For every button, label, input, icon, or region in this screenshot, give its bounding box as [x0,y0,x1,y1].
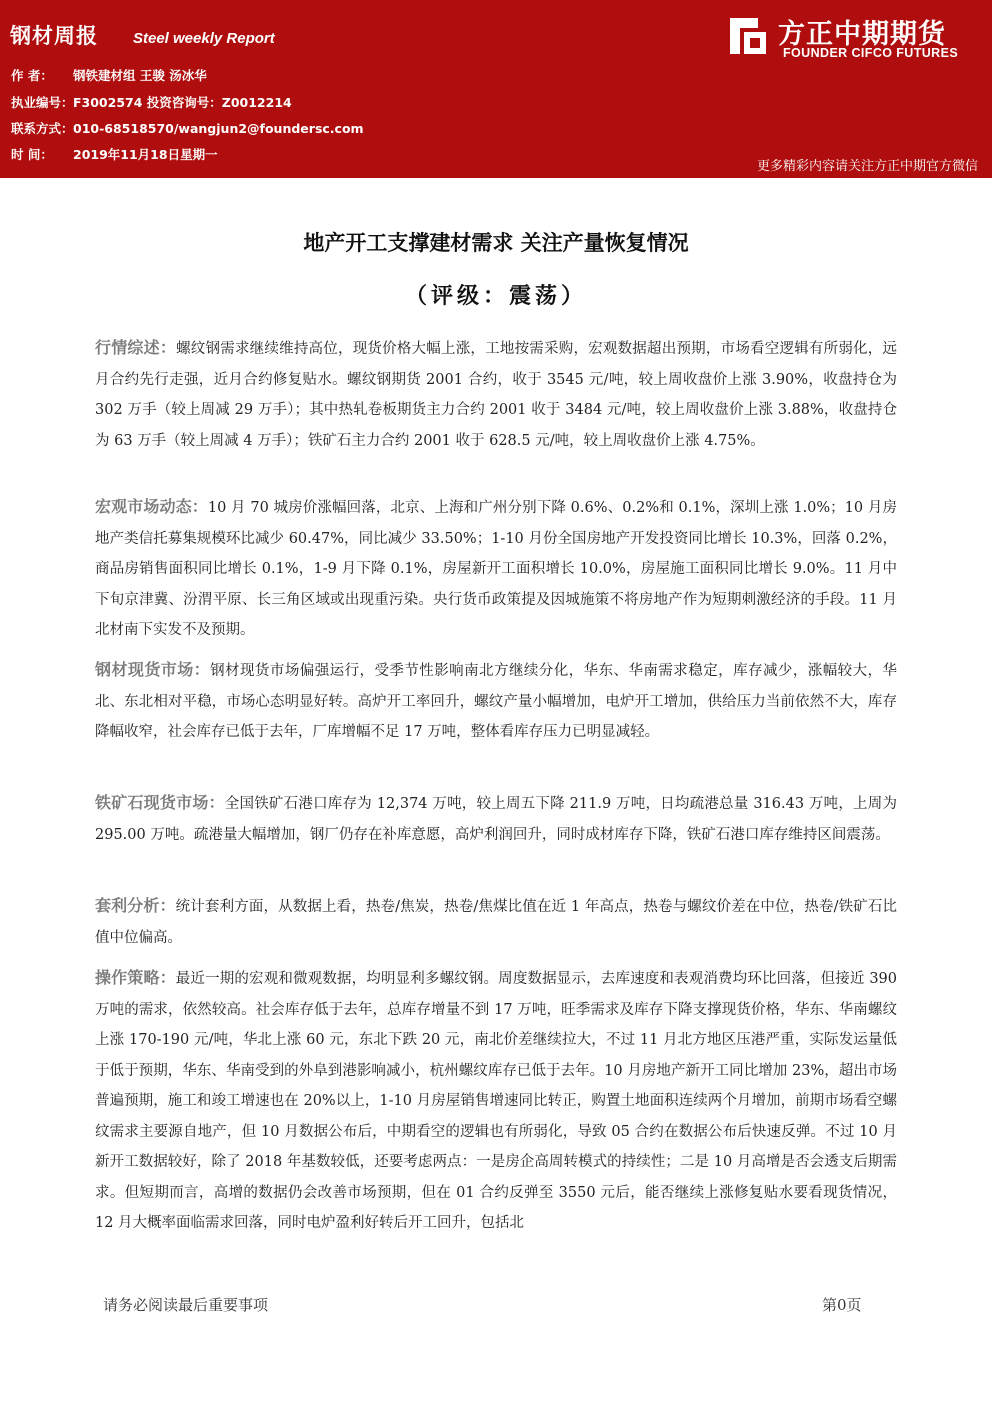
section-market-overview [95,333,897,456]
section-keyword: 套利分析： [95,896,176,915]
section-strategy [95,963,897,1239]
article-headline: 地产开工支撑建材需求 关注产量恢复情况 [303,231,689,255]
article-rating: （评级：震荡） [404,284,587,309]
section-macro [95,492,897,646]
meta-license: 执业编号：F3002574 投资咨询号：Z0012214 [11,95,292,110]
section-keyword: 宏观市场动态： [95,497,208,516]
report-header [0,0,992,178]
section-text: 最近一期的宏观和微观数据，均明显利多螺纹钢。周度数据显示，去库速度和表观消费均环比回落，但接近 390 万吨的需求，依然较高。社会库存低于去年，总库存增量不到 17 万吨，旺季需求及库存下降支撑现货价格，华东、华南螺纹上涨 170-190 元/吨，华北上涨 60 元，东北下跌 20 元，南北价差继续拉大，不过 11 月北方地区压港严重，实际发运量低于低于预期，华东、华南受到的外阜到港影响减小，杭州螺纹库存已低于去年。10 月房地产新开工同比增加 23%，超出市场普遍预期，施工和竣工增速也在 20%以上，1-10 月房屋销售增速同比转正，购置土地面积连续两个月增加，前期市场看空螺纹需求主要源自地产，但 10 月数据公布后，中期看空的逻辑也有所弱化，导致 05 合约在数据公布后快速反弹。不过 10 月新开工数据较好，除了 2018 年基数较低，还要考虑两点：一是房企高周转模式的持续性；二是 10 月高增是否会透支后期需求。但短期而言，高增的数据仍会改善市场预期，但在 01 合约反弹至 3550 元后，能否继续上涨修复贴水要看现货情况，12 月大概率面临需求回落，同时电炉盈利好转后开工回升，包括北 [95,971,897,1231]
section-arbitrage [95,891,897,953]
section-keyword: 操作策略： [95,968,176,987]
logo-english-name: FOUNDER CIFCO FUTURES [783,46,959,60]
meta-contact: 联系方式：010-68518570/wangjun2@foundersc.com [11,121,364,136]
footer-notice: 请务必阅读最后重要事项 [103,1296,269,1314]
section-text: 全国铁矿石港口库存为 12,374 万吨，较上周五下降 211.9 万吨，日均疏港总量 316.43 万吨，上周为 295.00 万吨。疏港量大幅增加，钢厂仍存在补库意愿，高炉利润回升，同时成材库存下降，铁矿石港口库存维持区间震荡。 [95,796,897,843]
report-subtitle: Steel weekly Report [133,30,275,47]
meta-date: 时 间： 2019年11月18日星期一 [11,147,218,162]
meta-author: 作 者： 钢铁建材组 王骏 汤冰华 [11,68,207,83]
founder-logo-icon [726,14,770,58]
wechat-note: 更多精彩内容请关注方正中期官方微信 [756,159,978,174]
section-text: 10 月 70 城房价涨幅回落，北京、上海和广州分别下降 0.6%、0.2%和 0.1%，深圳上涨 1.0%；10 月房地产类信托募集规模环比减少 60.47%，同比减少 33.50%；1-10 月份全国房地产开发投资同比增长 10.3%，回落 0.2%，商品房销售面积同比增长 0.1%，1-9 月下降 0.1%，房屋新开工面积增长 10.0%，房屋施工面积同比增长 9.0%。11 月中下旬京津冀、汾渭平原、长三角区域或出现重污染。央行货币政策提及因城施策不将房地产作为短期刺激经济的手段。11 月北材南下实发不及预期。 [95,500,897,638]
section-keyword: 行情综述： [95,338,177,357]
section-keyword: 钢材现货市场： [95,660,211,679]
section-text: 螺纹钢需求继续维持高位，现货价格大幅上涨，工地按需采购，宏观数据超出预期，市场看空逻辑有所弱化，远月合约先行走强，近月合约修复贴水。螺纹钢期货 2001 合约，收于 3545 元/吨，较上周收盘价上涨 3.90%，收盘持仓为 302 万手（较上周减 29 万手）；其中热轧卷板期货主力合约 2001 收于 3484 元/吨，较上周收盘价上涨 3.88%，收盘持仓为 63 万手（较上周减 4 万手）；铁矿石主力合约 2001 收于 628.5 元/吨，较上周收盘价上涨 4.75%。 [95,341,897,449]
section-text: 统计套利方面，从数据上看，热卷/焦炭，热卷/焦煤比值在近 1 年高点，热卷与螺纹价差在中位，热卷/铁矿石比值中位偏高。 [95,899,897,946]
logo-chinese-name: 方正中期期货 [778,19,946,50]
page-number: 第0页 [822,1296,862,1314]
section-text: 钢材现货市场偏强运行，受季节性影响南北方继续分化，华东、华南需求稳定，库存减少，涨幅较大，华北、东北相对平稳，市场心态明显好转。高炉开工率回升，螺纹产量小幅增加，电炉开工增加，供给压力当前依然不大，库存降幅收窄，社会库存已低于去年，厂库增幅不足 17 万吨，整体看库存压力已明显减轻。 [95,663,897,740]
section-iron-ore-spot [95,788,897,850]
section-keyword: 铁矿石现货市场： [95,793,225,812]
report-title: 钢材周报 [10,24,98,48]
section-steel-spot [95,655,897,748]
company-logo [726,12,981,64]
